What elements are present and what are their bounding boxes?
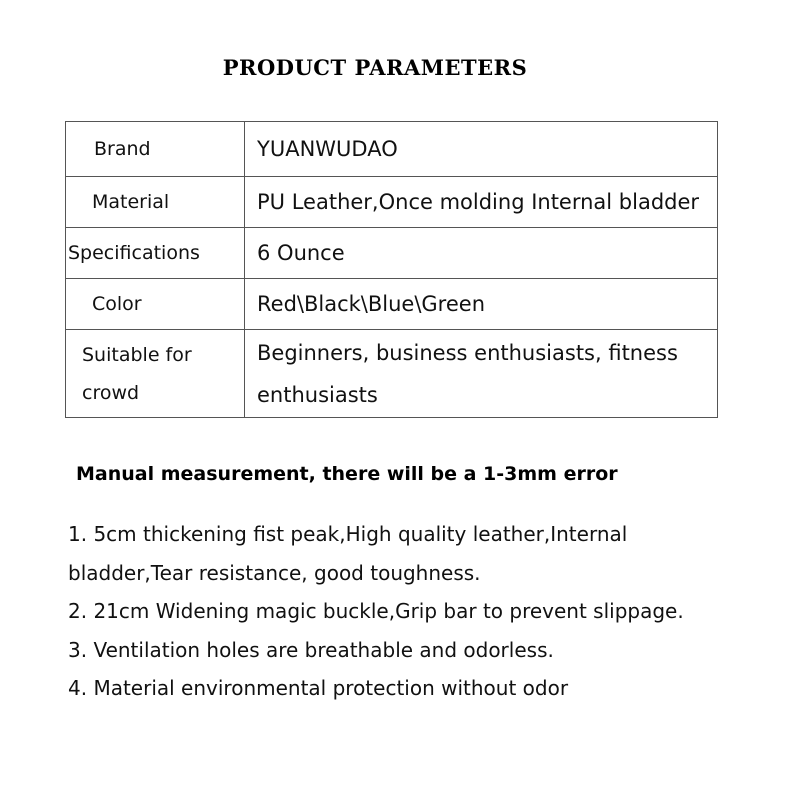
list-item: 4. Material environmental protection without odor [68, 676, 569, 700]
param-value-color: Red\Black\Blue\Green [245, 279, 718, 330]
param-value-material: PU Leather,Once molding Internal bladder [245, 177, 718, 228]
table-row [66, 177, 718, 228]
param-value-suitable-crowd: Beginners, business enthusiasts, fitness enthusiasts [245, 330, 718, 418]
param-label-brand: Brand [66, 122, 245, 177]
list-item: 2. 21cm Widening magic buckle,Grip bar to prevent slippage. [68, 599, 684, 623]
feature-list [68, 515, 748, 708]
measurement-note: Manual measurement, there will be a 1-3mm error [76, 463, 618, 485]
param-label-suitable-crowd: Suitable for crowd [66, 330, 245, 418]
param-label-specifications: Specifications [66, 228, 245, 279]
table-row [66, 228, 718, 279]
param-value-specifications: 6 Ounce [245, 228, 718, 279]
list-item: 3. Ventilation holes are breathable and odorless. [68, 637, 554, 662]
list-item: 1. 5cm thickening fist peak,High quality leather,Internal bladder,Tear resistance, good toughness. [68, 522, 628, 585]
param-label-color: Color [66, 279, 245, 330]
product-parameters-table [65, 121, 718, 418]
table-row [66, 122, 718, 177]
table-row [66, 330, 718, 418]
page-title: PRODUCT PARAMETERS [222, 55, 528, 80]
param-value-brand: YUANWUDAO [245, 122, 718, 177]
param-label-material: Material [66, 177, 245, 228]
table-row [66, 279, 718, 330]
